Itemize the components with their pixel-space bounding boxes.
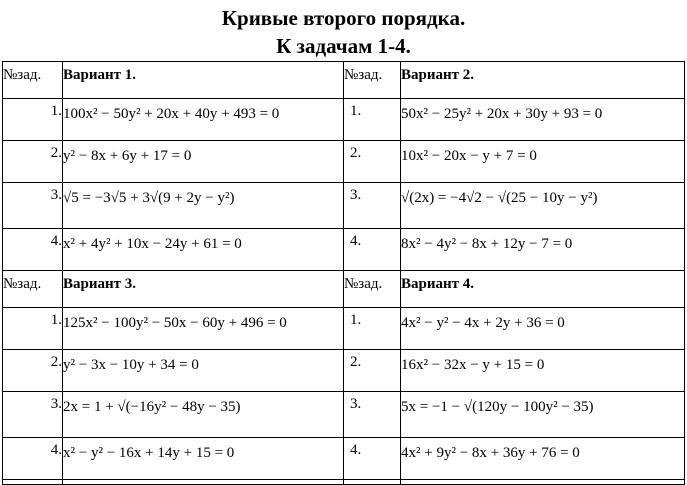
problem-number: 2.	[3, 350, 63, 392]
problem-equation: √5 = −3√5 + 3√(9 + 2y − y²)	[63, 183, 344, 229]
problem-equation: 5x = −1 − √(120y − 100y² − 35)	[401, 392, 685, 438]
problem-number: 2.	[344, 141, 401, 183]
document-subtitle: К задачам 1-4.	[276, 34, 411, 58]
problem-equation: 10x² − 20x − y + 7 = 0	[401, 141, 685, 183]
problem-number: 1.	[344, 99, 401, 141]
variant-title: Вариант 2.	[401, 62, 685, 99]
problem-equation: y² − 3x − 10y + 34 = 0	[63, 350, 344, 392]
variant-header-row	[3, 271, 685, 308]
variant-title: Вариант 1.	[63, 62, 344, 99]
problem-row	[3, 141, 685, 183]
problem-number: 2.	[344, 350, 401, 392]
problem-number: 3.	[3, 183, 63, 229]
problem-equation: 2x = 1 + √(−16y² − 48y − 35)	[63, 392, 344, 438]
problem-number-header: №зад.	[344, 271, 401, 308]
problem-equation: 125x² − 100y² − 50x − 60y + 496 = 0	[63, 308, 344, 350]
problem-number: 3.	[3, 392, 63, 438]
problem-equation: 100x² − 50y² + 20x + 40y + 493 = 0	[63, 99, 344, 141]
problem-row	[3, 350, 685, 392]
problem-equation: 50x² − 25y² + 20x + 30y + 93 = 0	[401, 99, 685, 141]
document-title: Кривые второго порядка.	[221, 6, 466, 30]
problem-number: 4.	[3, 438, 63, 480]
problem-equation: 4x² − y² − 4x + 2y + 36 = 0	[401, 308, 685, 350]
variant-header-row	[3, 62, 685, 99]
problem-row	[3, 438, 685, 480]
problem-row	[3, 183, 685, 229]
table-continuation	[3, 480, 685, 485]
problem-number: 2.	[3, 141, 63, 183]
problem-equation: 16x² − 32x − y + 15 = 0	[401, 350, 685, 392]
problem-number: 3.	[344, 392, 401, 438]
problem-number: 1.	[3, 99, 63, 141]
problem-number: 1.	[344, 308, 401, 350]
problem-row	[3, 99, 685, 141]
problem-equation: 4x² + 9y² − 8x + 36y + 76 = 0	[401, 438, 685, 480]
problem-number-header: №зад.	[3, 271, 63, 308]
problem-number: 1.	[3, 308, 63, 350]
problem-number: 4.	[344, 229, 401, 271]
problem-row	[3, 392, 685, 438]
variant-title: Вариант 4.	[401, 271, 685, 308]
problem-equation: y² − 8x + 6y + 17 = 0	[63, 141, 344, 183]
problem-equation: √(2x) = −4√2 − √(25 − 10y − y²)	[401, 183, 685, 229]
problem-number: 3.	[344, 183, 401, 229]
problem-number-header: №зад.	[3, 62, 63, 99]
problem-number: 4.	[344, 438, 401, 480]
problem-row	[3, 229, 685, 271]
problem-row	[3, 308, 685, 350]
problem-equation: x² + 4y² + 10x − 24y + 61 = 0	[63, 229, 344, 271]
problem-equation: x² − y² − 16x + 14y + 15 = 0	[63, 438, 344, 480]
problems-table	[2, 61, 685, 485]
problem-equation: 8x² − 4y² − 8x + 12y − 7 = 0	[401, 229, 685, 271]
variant-title: Вариант 3.	[63, 271, 344, 308]
problem-number-header: №зад.	[344, 62, 401, 99]
problem-number: 4.	[3, 229, 63, 271]
